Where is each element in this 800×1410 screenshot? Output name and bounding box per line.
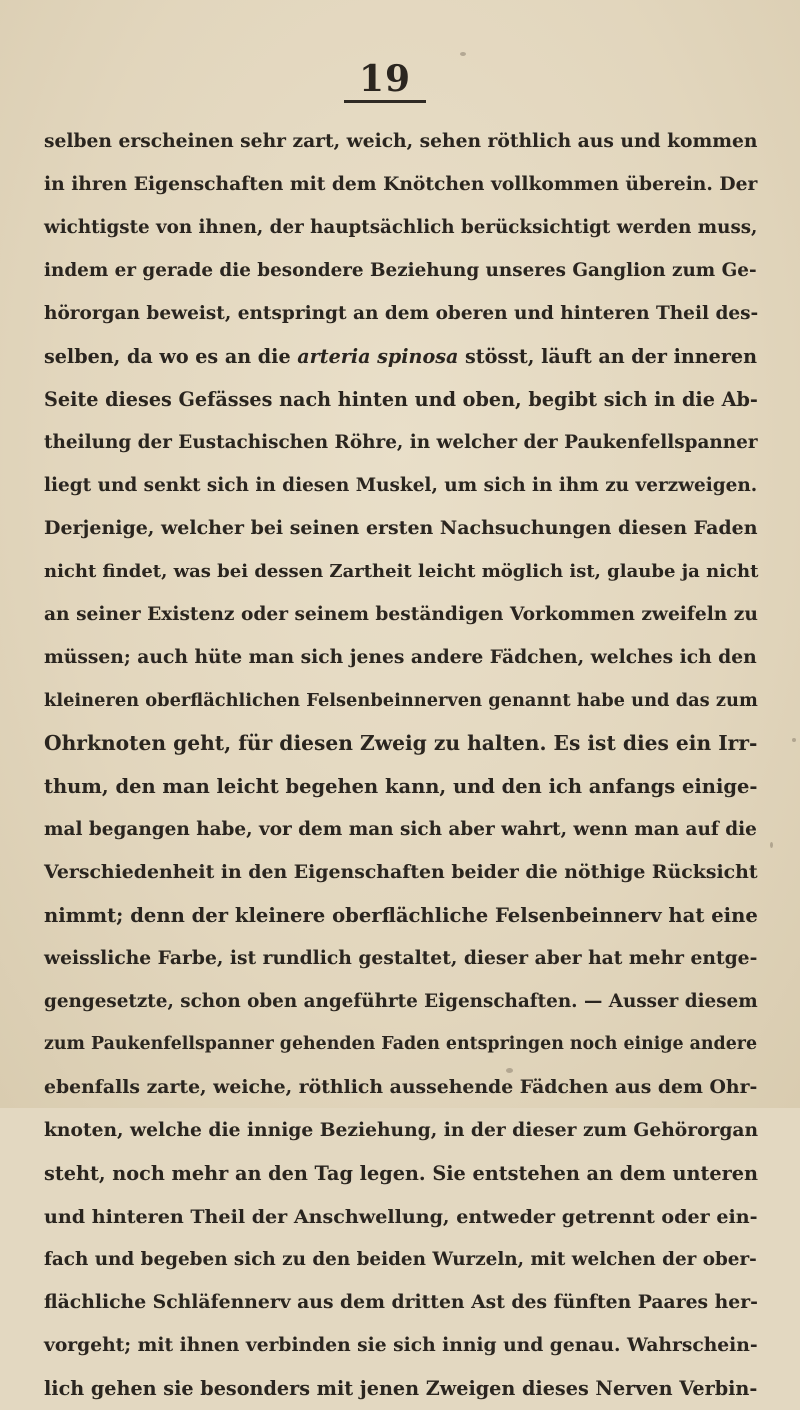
text-line: weissliche Farbe, ist rundlich gestaltet, dieser aber hat mehr entge- [44,947,758,969]
text-line: Ohrknoten geht, für diesen Zweig zu halten. Es ist dies ein Irr- [44,731,758,755]
text-line-start: selben, da wo es an die [44,345,298,368]
text-line: ebenfalls zarte, weiche, röthlich aussehende Fädchen aus dem Ohr- [44,1076,758,1098]
text-line: nicht findet, was bei dessen Zartheit leicht möglich ist, glaube ja nicht [44,561,759,582]
text-line: Verschiedenheit in den Eigenschaften beider die nöthige Rücksicht [44,861,758,883]
text-line: mal begangen habe, vor dem man sich aber wahrt, wenn man auf die [44,819,757,840]
text-line: vorgeht; mit ihnen verbinden sie sich innig und genau. Wahrschein- [44,1334,758,1356]
page-number: 19 [358,58,412,100]
text-line: zum Paukenfellspanner gehenden Faden entspringen noch einige andere [44,1034,758,1054]
text-line: lich gehen sie besonders mit jenen Zweigen dieses Nerven Verbin- [44,1377,758,1400]
text-line: in ihren Eigenschaften mit dem Knötchen vollkommen überein. Der [44,173,758,195]
paper-speck [770,842,773,848]
text-line: selben erscheinen sehr zart, weich, sehen röthlich aus und kommen [44,130,758,152]
text-line: gengesetzte, schon oben angeführte Eigenschaften. — Ausser diesem [44,991,758,1012]
text-line: kleineren oberflächlichen Felsenbeinnerven genannt habe und das zum [44,690,758,711]
text-line [44,335,758,378]
text-line: wichtigste von ihnen, der hauptsächlich berücksichtigt werden muss, [44,217,758,238]
paper-speck [792,738,796,742]
text-line: Seite dieses Gefässes nach hinten und oben, begibt sich in die Ab- [44,388,758,411]
text-line: an seiner Existenz oder seinem beständigen Vorkommen zweifeln zu [44,604,758,625]
text-line: müssen; auch hüte man sich jenes andere Fädchen, welches ich den [44,646,757,668]
italic-term: arteria spinosa [297,345,459,368]
text-line: hörorgan beweist, entspringt an dem oberen und hinteren Theil des- [44,303,759,324]
text-line: nimmt; denn der kleinere oberflächliche Felsenbeinnerv hat eine [44,904,758,927]
paper-speck [460,52,466,56]
text-line: fach und begeben sich zu den beiden Wurzeln, mit welchen der ober- [44,1249,757,1270]
text-line: knoten, welche die innige Beziehung, in der dieser zum Gehörorgan [44,1119,759,1141]
paper-speck [506,1068,513,1073]
text-line: thum, den man leicht begehen kann, und den ich anfangs einige- [44,775,758,798]
text-line: und hinteren Theil der Anschwellung, entweder getrennt oder ein- [44,1205,758,1228]
text-line: indem er gerade die besondere Beziehung unseres Ganglion zum Ge- [44,260,757,281]
text-line: liegt und senkt sich in diesen Muskel, um sich in ihm zu verzweigen. [44,475,758,496]
text-line: flächliche Schläfennerv aus dem dritten Ast des fünften Paares her- [44,1291,758,1313]
body-text [44,120,758,1410]
text-line: steht, noch mehr an den Tag legen. Sie entstehen an dem unteren [44,1162,759,1185]
text-line: Derjenige, welcher bei seinen ersten Nachsuchungen diesen Faden [44,517,758,539]
text-line: theilung der Eustachischen Röhre, in welcher der Paukenfellspanner [44,432,758,453]
text-line-end: stösst, läuft an der inneren [458,345,757,368]
page-number-rule [344,100,426,103]
